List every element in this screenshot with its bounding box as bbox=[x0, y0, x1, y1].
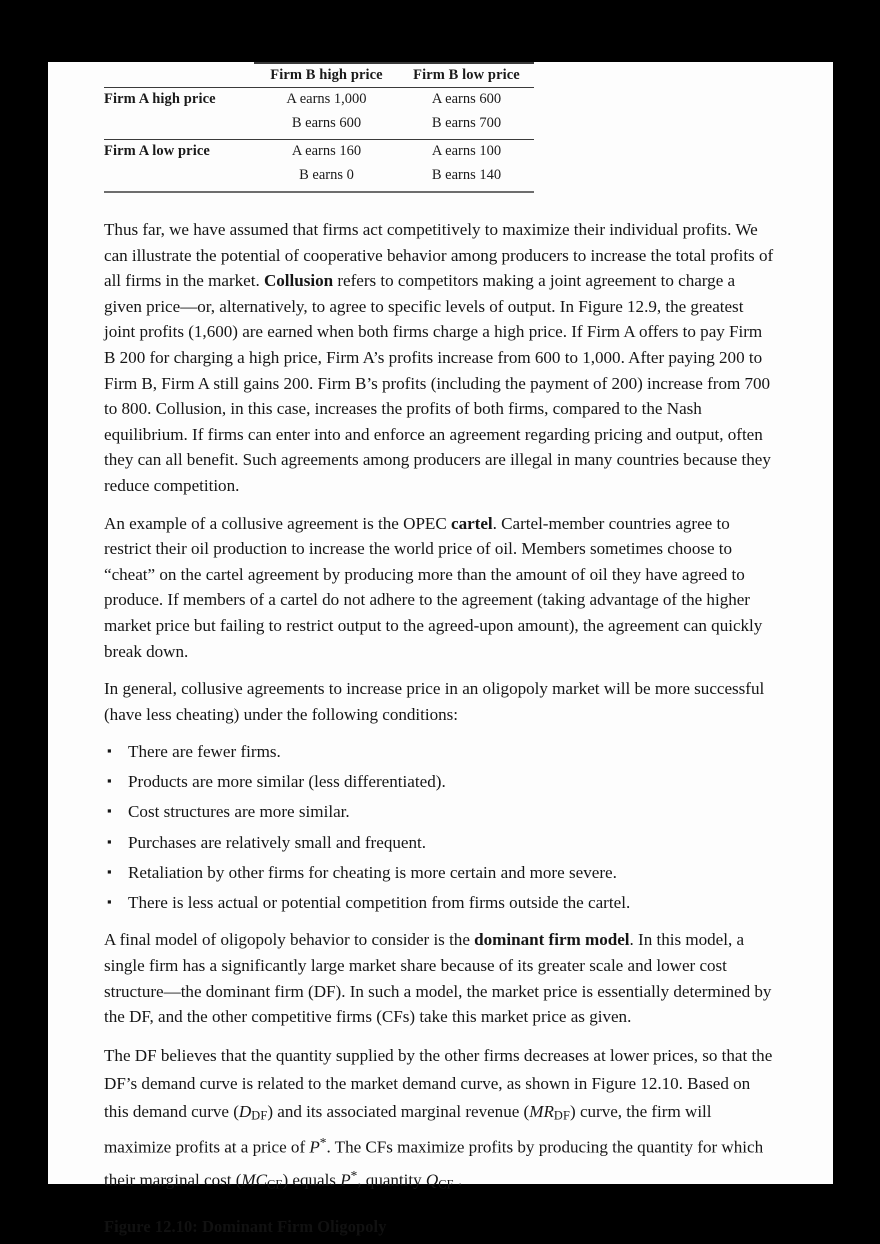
list-item: ▪ There are fewer firms. bbox=[104, 739, 777, 765]
column-header-firm-b-low: Firm B low price bbox=[399, 63, 534, 88]
math-superscript-star-1: * bbox=[319, 1135, 327, 1151]
paragraph-conditions-intro: In general, collusive agreements to increase price in an oligopoly market will be more successful (have less cheating) under the following conditions: bbox=[104, 679, 765, 724]
list-item: ▪ Cost structures are more similar. bbox=[104, 799, 777, 825]
paragraph-df-demand-curve bbox=[104, 1042, 777, 1199]
math-variable-q: Q bbox=[425, 1170, 439, 1190]
math-variable-mc: MC bbox=[241, 1170, 268, 1190]
payoff-cell-lh-b: B earns 0 bbox=[254, 163, 399, 192]
math-para-text-1: The DF believes that the quantity supplied by the other firms decreases at lower prices, so that the DF’s demand curve is related to the market demand curve, as shown in Figure 12.10. Based on this demand curve ( bbox=[104, 1045, 773, 1121]
paragraph-collusion bbox=[104, 217, 777, 499]
table-row bbox=[104, 140, 534, 164]
table-row bbox=[104, 88, 534, 112]
math-para-text-4: . The CFs maximize profits by producing the quantity for which their marginal cost ( bbox=[104, 1138, 764, 1190]
table-header-row bbox=[104, 63, 534, 88]
column-header-firm-b-high: Firm B high price bbox=[254, 63, 399, 88]
row-label-firm-a-high: Firm A high price bbox=[104, 88, 254, 112]
paragraph-dfm-text-1: A final model of oligopoly behavior to consider is the bbox=[104, 930, 475, 950]
paragraph-dominant-firm-model bbox=[104, 927, 777, 1029]
math-para-text-2: ) and its associated marginal revenue ( bbox=[267, 1101, 530, 1121]
document-page bbox=[48, 62, 833, 1237]
page-content bbox=[104, 62, 777, 1237]
math-subscript-df-1: DF bbox=[251, 1108, 268, 1123]
paragraph-dfm-text-2: . In this model, a single firm has a significantly large market share because of its greater scale and lower cost structure—the dominant firm (DF). In such a model, the market price is essentially determined by the DF, and the other competitive firms (CFs) take this market price as given. bbox=[104, 930, 772, 1027]
math-subscript-cf-1: CF bbox=[267, 1177, 283, 1192]
math-para-text-7: . bbox=[453, 1170, 463, 1190]
math-subscript-cf-2: CF bbox=[438, 1177, 454, 1192]
math-subscript-df-2: DF bbox=[553, 1108, 571, 1123]
math-variable-p-1: P bbox=[309, 1138, 320, 1158]
paragraph-collusion-text-1: Thus far, we have assumed that firms act competitively to maximize their individual profits. We can illustrate the potential of cooperative behavior among producers to increase the total profits of all firms in the market. bbox=[104, 220, 774, 291]
math-variable-d: D bbox=[238, 1101, 252, 1121]
math-para-text-6: , quantity bbox=[357, 1170, 426, 1190]
list-item: ▪ Products are more similar (less differentiated). bbox=[104, 769, 777, 795]
table-row bbox=[104, 111, 534, 140]
payoff-cell-ll-a: A earns 100 bbox=[399, 140, 534, 164]
list-item: ▪ There is less actual or potential competition from firms outside the cartel. bbox=[104, 890, 777, 916]
payoff-cell-hl-b: B earns 700 bbox=[431, 115, 502, 131]
list-item: ▪ Purchases are relatively small and frequent. bbox=[104, 830, 777, 856]
paragraph-opec-cartel bbox=[104, 511, 777, 665]
term-collusion: Collusion bbox=[263, 271, 334, 291]
conditions-list bbox=[104, 739, 777, 915]
payoff-cell-hh-b: B earns 600 bbox=[291, 115, 362, 131]
row-label-firm-a-low: Firm A low price bbox=[104, 140, 254, 164]
payoff-cell-ll-b: B earns 140 bbox=[399, 163, 534, 192]
table-corner-cell bbox=[104, 63, 254, 88]
math-variable-mr: MR bbox=[529, 1101, 554, 1121]
paragraph-cartel-text-1: An example of a collusive agreement is the OPEC bbox=[104, 513, 451, 533]
math-para-text-5: ) equals bbox=[282, 1170, 341, 1190]
payoff-cell-lh-a: A earns 160 bbox=[254, 140, 399, 164]
list-item: ▪ Retaliation by other firms for cheating is more certain and more severe. bbox=[104, 860, 777, 886]
math-para-text-3: ) curve, the firm will maximize profits at a price of bbox=[104, 1101, 712, 1158]
figure-caption: Figure 12.10: Dominant Firm Oligopoly bbox=[104, 1217, 387, 1237]
term-cartel: cartel bbox=[451, 513, 493, 533]
paragraph-collusion-text-2: refers to competitors making a joint agreement to charge a given price—or, alternatively, to agree to specific levels of output. In Figure 12.9, the greatest joint profits (1,600) are earned when both firms charge a high price. If Firm A offers to pay Firm B 200 for charging a high price, Firm A’s profits increase from 600 to 1,000. After paying 200 to Firm B, Firm A still gains 200. Firm B’s profits (including the payment of 200) increase from 700 to 800. Collusion, in this case, increases the profits of both firms, compared to the Nash equilibrium. If firms can enter into and enforce an agreement regarding pricing and output, often they can all benefit. Such agreements among producers are illegal in many countries because they reduce competition. bbox=[104, 271, 771, 495]
firm-payoff-matrix-table bbox=[104, 62, 534, 193]
payoff-cell-hh-a: A earns 1,000 bbox=[254, 88, 399, 112]
math-variable-p-2: P bbox=[340, 1170, 351, 1190]
paragraph-cartel-text-2: . Cartel-member countries agree to restrict their oil production to increase the world price of oil. Members sometimes choose to “cheat” on the cartel agreement by producing more than the amount of oil they have agreed to produce. If members of a cartel do not adhere to the agreement (taking advantage of the higher market price but failing to restrict output to the agreed-upon amount), the agreement can quickly break down. bbox=[104, 513, 763, 661]
term-dominant-firm-model: dominant firm model bbox=[474, 930, 630, 950]
payoff-cell-hl-a: A earns 600 bbox=[399, 88, 534, 112]
row-label-spacer-1 bbox=[104, 111, 254, 140]
row-label-spacer-2 bbox=[104, 163, 254, 192]
math-superscript-star-2: * bbox=[350, 1168, 358, 1184]
table-row bbox=[104, 163, 534, 192]
